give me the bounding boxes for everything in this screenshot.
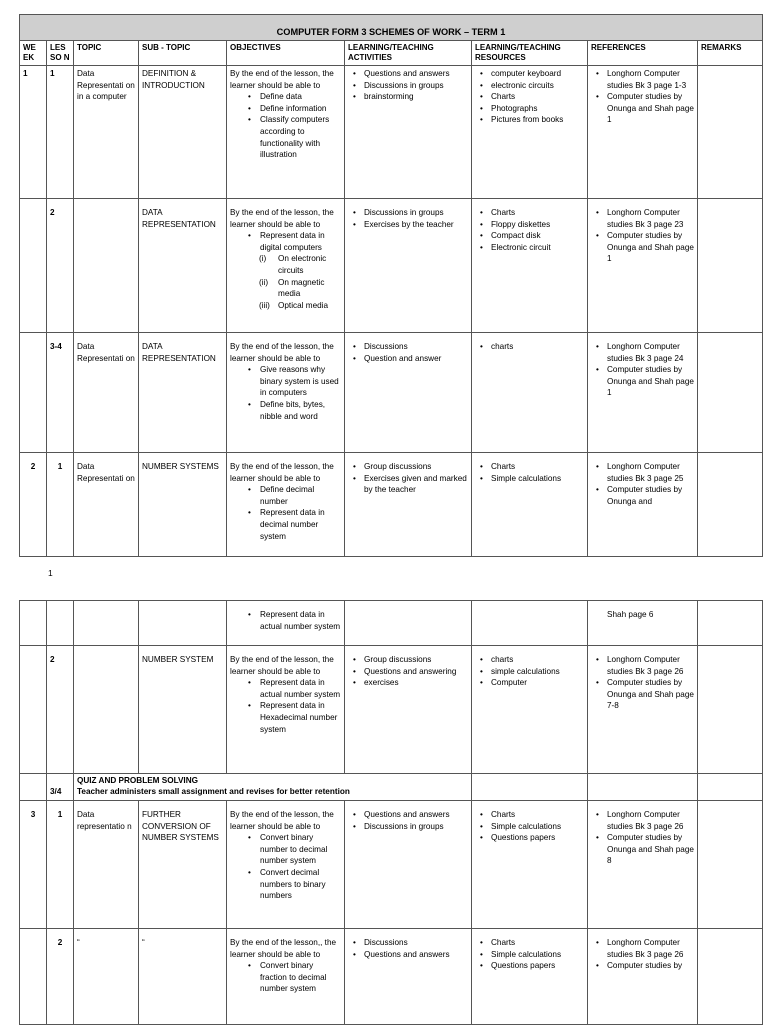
week-cell — [20, 774, 47, 801]
objectives-cell — [227, 453, 345, 557]
list-item: • Exercises by the teacher — [364, 219, 468, 231]
subtopic-cell — [139, 601, 227, 646]
table-row — [20, 646, 763, 774]
objectives-intro: By the end of the lesson, the learner should be able to — [230, 342, 334, 363]
table-row — [20, 601, 763, 646]
lesson-cell: 1 — [47, 453, 74, 557]
activities-cell — [345, 801, 472, 929]
topic-cell: Data Representati on in a computer — [74, 66, 139, 199]
objectives-intro: By the end of the lesson, the learner should be able to — [230, 462, 334, 483]
week-cell: 1 — [20, 66, 47, 199]
subtopic-cell: “ — [139, 929, 227, 1025]
list-item: • Computer — [491, 677, 584, 689]
references-cell — [588, 929, 698, 1025]
objectives-intro: By the end of the lesson,, the learner should be able to — [230, 938, 337, 959]
list-item: • Convert decimal numbers to binary numbers — [260, 867, 341, 902]
table-row — [20, 199, 763, 333]
activities-cell — [345, 453, 472, 557]
list-item: • Floppy diskettes — [491, 219, 584, 231]
list-item: • Group discussions — [364, 654, 468, 666]
page-1 — [19, 14, 762, 557]
list-item: (i) On electronic circuits — [278, 253, 341, 276]
remarks-cell — [698, 929, 763, 1025]
list-item: • Exercises given and marked by the teacher — [364, 473, 468, 496]
lesson-cell: 1 — [47, 66, 74, 199]
topic-cell: Data Representati on — [74, 333, 139, 453]
list-item: • Questions papers — [491, 832, 584, 844]
list-item: (ii) On magnetic media — [278, 277, 341, 300]
list-item: • Define decimal number — [260, 484, 341, 507]
objectives-intro: By the end of the lesson, the learner should be able to — [230, 810, 334, 831]
remarks-cell — [698, 453, 763, 557]
remarks-cell — [698, 199, 763, 333]
list-item: • Define information — [260, 103, 341, 115]
week-cell — [20, 199, 47, 333]
list-item: • Represent data in actual number system — [260, 677, 341, 700]
list-item: • Questions and answers — [364, 68, 468, 80]
header-objectives: OBJECTIVES — [227, 41, 345, 66]
table-row — [20, 453, 763, 557]
table-row — [20, 66, 763, 199]
quiz-cell — [74, 774, 472, 801]
activities-cell — [345, 929, 472, 1025]
list-item: • Photographs — [491, 103, 584, 115]
list-item: • Give reasons why binary system is used in computers — [260, 364, 341, 399]
quiz-title: QUIZ AND PROBLEM SOLVING — [77, 776, 198, 785]
references-cell — [588, 646, 698, 774]
list-item: • Computer studies by Onunga and Shah page 1 — [607, 91, 694, 126]
resources-cell — [472, 801, 588, 929]
list-item: • Longhorn Computer studies Bk 3 page 23 — [607, 207, 694, 230]
week-cell — [20, 333, 47, 453]
remarks-cell — [698, 774, 763, 801]
subtopic-cell: NUMBER SYSTEMS — [139, 453, 227, 557]
list-item: • simple calculations — [491, 666, 584, 678]
week-cell — [20, 929, 47, 1025]
header-week: WE EK — [20, 41, 47, 66]
week-cell — [20, 646, 47, 774]
list-item: • Compact disk — [491, 230, 584, 242]
header-activities: LEARNING/TEACHING ACTIVITIES — [345, 41, 472, 66]
list-item: • Questions and answers — [364, 809, 468, 821]
week-cell — [20, 601, 47, 646]
resources-cell — [472, 646, 588, 774]
list-item: • Longhorn Computer studies Bk 3 page 26 — [607, 809, 694, 832]
activities-cell — [345, 199, 472, 333]
list-item: • Represent data in Hexadecimal number system — [260, 700, 341, 735]
list-item: • Longhorn Computer studies Bk 3 page 24 — [607, 341, 694, 364]
list-item: • Discussions in groups — [364, 80, 468, 92]
activities-cell — [345, 601, 472, 646]
topic-cell — [74, 199, 139, 333]
lesson-cell: 2 — [47, 199, 74, 333]
remarks-cell — [698, 66, 763, 199]
list-item: • Charts — [491, 809, 584, 821]
header-resources: LEARNING/TEACHING RESOURCES — [472, 41, 588, 66]
list-item: • Computer studies by Onunga and Shah page 7-8 — [607, 677, 694, 712]
references-cell: Shah page 6 — [588, 601, 698, 646]
objectives-intro: By the end of the lesson, the learner should be able to — [230, 655, 334, 676]
activities-cell — [345, 333, 472, 453]
scheme-table — [19, 14, 763, 557]
topic-cell: Data Representati on — [74, 453, 139, 557]
list-item: • electronic circuits — [491, 80, 584, 92]
lesson-cell — [47, 601, 74, 646]
header-topic: TOPIC — [74, 41, 139, 66]
list-item: • Questions and answering — [364, 666, 468, 678]
references-cell — [588, 453, 698, 557]
resources-cell — [472, 453, 588, 557]
subtopic-cell: NUMBER SYSTEM — [139, 646, 227, 774]
quiz-row — [20, 774, 763, 801]
references-cell — [588, 333, 698, 453]
lesson-cell: 2 — [47, 929, 74, 1025]
lesson-cell: 3/4 — [47, 774, 74, 801]
list-item: • Charts — [491, 937, 584, 949]
list-item: • Simple calculations — [491, 473, 584, 485]
references-cell — [588, 774, 698, 801]
list-item: • Computer studies by — [607, 960, 694, 972]
objectives-cell — [227, 601, 345, 646]
references-cell — [588, 801, 698, 929]
references-cell — [588, 199, 698, 333]
list-item: • Question and answer — [364, 353, 468, 365]
list-item: • Convert binary number to decimal number system — [260, 832, 341, 867]
list-item: • Electronic circuit — [491, 242, 584, 254]
objectives-cell — [227, 929, 345, 1025]
list-item: • Discussions in groups — [364, 821, 468, 833]
list-item: • Longhorn Computer studies Bk 3 page 1-3 — [607, 68, 694, 91]
week-cell: 2 — [20, 453, 47, 557]
remarks-cell — [698, 646, 763, 774]
list-item: • brainstorming — [364, 91, 468, 103]
subtopic-cell: DEFINITION & INTRODUCTION — [139, 66, 227, 199]
list-item: • Simple calculations — [491, 949, 584, 961]
list-item: • Represent data in actual number system — [260, 609, 341, 632]
list-item: (iii) Optical media — [278, 300, 341, 312]
subtopic-cell: DATA REPRESENTATION — [139, 333, 227, 453]
list-item: • Charts — [491, 91, 584, 103]
remarks-cell — [698, 333, 763, 453]
table-row — [20, 801, 763, 929]
remarks-cell — [698, 601, 763, 646]
activities-cell — [345, 66, 472, 199]
list-item: • Simple calculations — [491, 821, 584, 833]
header-subtopic: SUB - TOPIC — [139, 41, 227, 66]
objectives-intro: By the end of the lesson, the learner should be able to — [230, 69, 334, 90]
resources-cell — [472, 774, 588, 801]
header-references: REFERENCES — [588, 41, 698, 66]
list-item: • Represent data in digital computers — [260, 230, 341, 253]
activities-cell — [345, 646, 472, 774]
topic-cell — [74, 646, 139, 774]
list-item: • Questions papers — [491, 960, 584, 972]
list-item: • Longhorn Computer studies Bk 3 page 25 — [607, 461, 694, 484]
objectives-cell — [227, 801, 345, 929]
list-item: • Represent data in decimal number system — [260, 507, 341, 542]
subtopic-cell: FURTHER CONVERSION OF NUMBER SYSTEMS — [139, 801, 227, 929]
list-item: • Group discussions — [364, 461, 468, 473]
list-item: • Convert binary fraction to decimal number system — [260, 960, 341, 995]
list-item: • Define bits, bytes, nibble and word — [260, 399, 341, 422]
list-item: • Computer studies by Onunga and — [607, 484, 694, 507]
header-lesson: LES SO N — [47, 41, 74, 66]
list-item: • computer keyboard — [491, 68, 584, 80]
document-title: COMPUTER FORM 3 SCHEMES OF WORK – TERM 1 — [20, 15, 763, 41]
topic-cell — [74, 601, 139, 646]
objectives-cell — [227, 333, 345, 453]
references-cell — [588, 66, 698, 199]
objectives-cell — [227, 646, 345, 774]
list-item: • Charts — [491, 207, 584, 219]
list-item: • Computer studies by Onunga and Shah page 8 — [607, 832, 694, 867]
list-item: • Questions and answers — [364, 949, 468, 961]
list-item: • charts — [491, 654, 584, 666]
resources-cell — [472, 601, 588, 646]
topic-cell: Data representatio n — [74, 801, 139, 929]
list-item: • Longhorn Computer studies Bk 3 page 26 — [607, 654, 694, 677]
list-item: • Discussions in groups — [364, 207, 468, 219]
resources-cell — [472, 929, 588, 1025]
list-item: • Charts — [491, 461, 584, 473]
resources-cell — [472, 66, 588, 199]
list-item: • Classify computers according to functionality with illustration — [260, 114, 341, 160]
table-row — [20, 929, 763, 1025]
list-item: • Computer studies by Onunga and Shah page 1 — [607, 230, 694, 265]
scheme-table-continued — [19, 600, 763, 1025]
page-number: 1 — [48, 568, 53, 578]
list-item: • Discussions — [364, 937, 468, 949]
list-item: • charts — [491, 341, 584, 353]
list-item: • Longhorn Computer studies Bk 3 page 26 — [607, 937, 694, 960]
objectives-cell — [227, 199, 345, 333]
resources-cell — [472, 333, 588, 453]
table-row — [20, 333, 763, 453]
objectives-cell — [227, 66, 345, 199]
subtopic-cell: DATA REPRESENTATION — [139, 199, 227, 333]
list-item: • Pictures from books — [491, 114, 584, 126]
lesson-cell: 2 — [47, 646, 74, 774]
lesson-cell: 1 — [47, 801, 74, 929]
list-item: • Discussions — [364, 341, 468, 353]
week-cell: 3 — [20, 801, 47, 929]
lesson-cell: 3-4 — [47, 333, 74, 453]
list-item: • exercises — [364, 677, 468, 689]
header-remarks: REMARKS — [698, 41, 763, 66]
list-item: • Computer studies by Onunga and Shah page 1 — [607, 364, 694, 399]
objectives-intro: By the end of the lesson, the learner should be able to — [230, 208, 334, 229]
header-row — [20, 41, 763, 66]
list-item: • Define data — [260, 91, 341, 103]
remarks-cell — [698, 801, 763, 929]
page-2 — [19, 600, 762, 1025]
quiz-description: Teacher administers small assignment and revises for better retention — [77, 786, 350, 796]
topic-cell: “ — [74, 929, 139, 1025]
resources-cell — [472, 199, 588, 333]
